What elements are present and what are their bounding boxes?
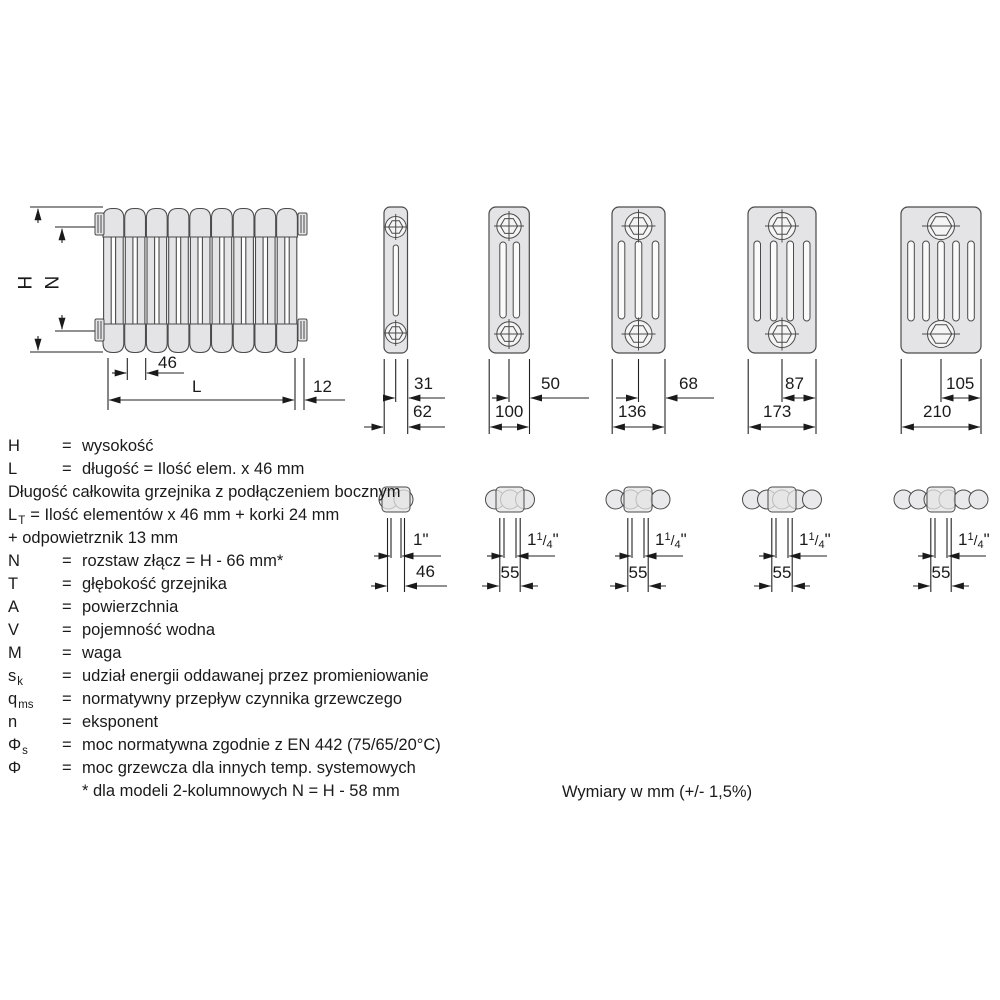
- front-view-length-dims: [108, 358, 345, 410]
- front-view-height-dims: [30, 207, 103, 352]
- dim-label-connection-6col: $1^1/4$": [958, 530, 990, 551]
- legend-text: pojemność wodna: [82, 621, 215, 639]
- dim-label-half-depth-3col: 50: [541, 374, 560, 393]
- dim-label-depth-2col: 62: [413, 402, 432, 421]
- dim-label-half-depth-6col: 105: [946, 374, 975, 393]
- dim-label-width-6col: 55: [931, 563, 951, 582]
- dim-label-connection-4col: $1^1/4$": [655, 530, 687, 551]
- section-5-column: [748, 207, 816, 434]
- legend-text: udział energii oddawanej przez promieniowanie: [82, 667, 429, 685]
- legend-text: długość = Ilość elem. x 46 mm: [82, 460, 305, 478]
- legend-row-sk: $s_k$ = udział energii oddawanej przez promieniowanie: [8, 667, 429, 688]
- legend-text: = Ilość elementów x 46 mm + korki 24 mm: [30, 506, 340, 524]
- section-6-column: [901, 207, 981, 434]
- legend-text: powierzchnia: [82, 598, 179, 616]
- section-2-column: [364, 207, 445, 434]
- legend-row-footnote: [8, 782, 400, 802]
- legend-text: moc normatywna zgodnie z EN 442 (75/65/20°C): [82, 736, 441, 754]
- front-view-radiator: [95, 209, 307, 353]
- dim-label-length-L: L: [192, 377, 202, 396]
- dim-label-width-3col: 55: [500, 563, 520, 582]
- legend-row-L: L = długość = Ilość elem. x 46 mm: [8, 460, 305, 478]
- dimensions-tolerance-note: Wymiary w mm (+/- 1,5%): [562, 783, 753, 801]
- connection-stub: [298, 319, 307, 341]
- legend-text: * dla modeli 2-kolumnowych N = H - 58 mm: [82, 782, 400, 800]
- legend-row-air-vent: [8, 529, 178, 549]
- dim-label-width-4col: 55: [628, 563, 648, 582]
- dim-label-connection-5col: $1^1/4$": [799, 530, 831, 551]
- dim-label-height-H: H: [15, 275, 37, 290]
- legend-row-n: n = eksponent: [8, 713, 159, 731]
- legend-row-T: T = głębokość grzejnika: [8, 575, 227, 593]
- dim-label-depth-3col: 100: [495, 402, 524, 421]
- dim-label-pitch-N: N: [42, 275, 64, 290]
- section-3-column: [489, 207, 589, 434]
- legend-row-A: A = powierzchnia: [8, 598, 179, 616]
- connection-stub: [95, 213, 104, 235]
- legend-text: rozstaw złącz = H - 66 mm*: [82, 552, 284, 570]
- legend-text: waga: [82, 644, 122, 662]
- legend-row-phi: Φ = moc grzewcza dla innych temp. systemowych: [8, 759, 416, 777]
- dim-label-depth-5col: 173: [763, 402, 792, 421]
- dim-label-connection-2col: 1": [413, 530, 429, 549]
- connection-stub: [298, 213, 307, 235]
- dim-label-depth-6col: 210: [923, 402, 952, 421]
- connection-stub: [95, 319, 104, 341]
- legend-text: + odpowietrznik 13 mm: [8, 529, 179, 547]
- dim-label-half-depth-2col: 31: [414, 374, 433, 393]
- section-4-column: [612, 207, 714, 434]
- legend-text: wysokość: [82, 437, 154, 455]
- dim-label-depth-4col: 136: [618, 402, 647, 421]
- legend-row-N: N = rozstaw złącz = H - 66 mm*: [8, 552, 284, 570]
- dim-label-element-pitch: 46: [158, 353, 177, 372]
- legend-text: eksponent: [82, 713, 159, 731]
- dim-label-half-depth-4col: 68: [679, 374, 698, 393]
- dim-label-end-12: 12: [313, 377, 332, 396]
- legend-row-qms: $q_{ms}$ = normatywny przepływ czynnika grzewczego: [8, 690, 403, 711]
- dim-label-width-5col: 55: [772, 563, 792, 582]
- legend-row-V: V = pojemność wodna: [8, 621, 215, 639]
- legend-text: moc grzewcza dla innych temp. systemowych: [82, 759, 416, 777]
- dim-label-half-depth-5col: 87: [785, 374, 804, 393]
- legend-row-total-length-note: [8, 483, 401, 503]
- legend-row-LT: L T = Ilość elementów x 46 mm + korki 24 mm: [8, 506, 340, 527]
- legend-text: głębokość grzejnika: [82, 575, 227, 593]
- legend-row-phi-s: $\Phi_s$ = moc normatywna zgodnie z EN 442 (75/65/20°C): [8, 736, 441, 757]
- legend-text: Długość całkowita grzejnika z podłączeniem bocznym: [8, 483, 401, 501]
- legend-row-M: M = waga: [8, 644, 122, 662]
- dim-label-width-2col: 46: [416, 562, 435, 581]
- legend-text: normatywny przepływ czynnika grzewczego: [82, 690, 403, 708]
- legend-row-H: H = wysokość: [8, 437, 154, 455]
- dim-label-connection-3col: $1^1/4$": [527, 530, 559, 551]
